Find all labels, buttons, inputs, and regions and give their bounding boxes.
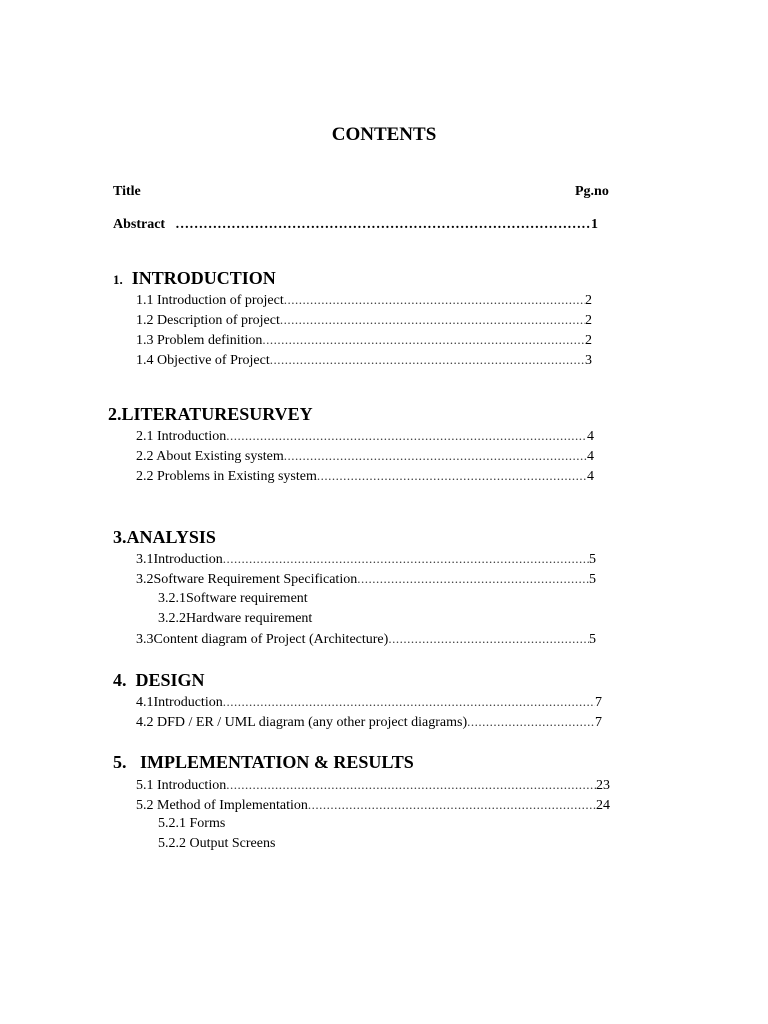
section-heading-3: 3.ANALYSIS (113, 527, 216, 547)
toc-entry-page: 2 (585, 333, 592, 348)
toc-entry (136, 714, 602, 731)
toc-entry (136, 468, 594, 485)
dot-leader (467, 714, 595, 730)
toc-entry (136, 551, 596, 568)
toc-entry-label: 5.2 Method of Implementation (136, 798, 308, 813)
toc-entry (136, 694, 602, 711)
toc-entry (136, 631, 596, 648)
toc-entry-abstract (113, 217, 598, 233)
dot-leader (317, 468, 587, 484)
dot-leader (175, 217, 591, 233)
toc-entry (136, 777, 610, 794)
toc-entry-label: 2.2 About Existing system (136, 449, 284, 464)
toc-entry-label: 3.1Introduction (136, 552, 223, 567)
section-title: INTRODUCTION (131, 268, 276, 288)
toc-entry (136, 448, 594, 465)
dot-leader (270, 352, 585, 368)
dot-leader (284, 292, 585, 308)
column-header-title: Title (113, 184, 141, 199)
toc-entry-page: 5 (589, 552, 596, 567)
dot-leader (284, 448, 587, 464)
toc-entry (136, 797, 610, 814)
toc-entry-page: 5 (589, 632, 596, 647)
toc-entry-label: 3.2Software Requirement Specification (136, 572, 358, 587)
toc-entry-label: 5.1 Introduction (136, 778, 227, 793)
dot-leader (388, 631, 589, 647)
toc-entry-page: 4 (587, 449, 594, 464)
section-heading-4: 4. DESIGN (113, 670, 205, 690)
dot-leader (223, 694, 595, 710)
dot-leader (226, 777, 596, 793)
section-number: 1. (113, 272, 123, 287)
toc-entry (136, 571, 596, 588)
toc-entry-label: 2.2 Problems in Existing system (136, 469, 317, 484)
dot-leader (308, 797, 596, 813)
toc-entry-page: 2 (585, 313, 592, 328)
toc-entry-label: 3.3Content diagram of Project (Architecture) (136, 632, 389, 647)
toc-entry-label: 1.3 Problem definition (136, 333, 263, 348)
toc-entry-label: 2.1 Introduction (136, 429, 227, 444)
toc-entry (136, 352, 592, 369)
toc-entry-label: 1.2 Description of project (136, 313, 280, 328)
dot-leader (226, 428, 587, 444)
toc-entry-page: 7 (595, 715, 602, 730)
toc-entry-page: 2 (585, 293, 592, 308)
toc-entry (136, 428, 594, 445)
toc-entry-page: 3 (585, 353, 592, 368)
dot-leader (357, 571, 589, 587)
section-heading-5: 5. IMPLEMENTATION & RESULTS (113, 752, 414, 772)
toc-subentry: 3.2.2Hardware requirement (158, 611, 313, 626)
toc-entry-page: 23 (596, 778, 610, 793)
page-title: CONTENTS (331, 124, 437, 145)
column-header-page: Pg.no (575, 184, 609, 199)
toc-entry-label: 4.2 DFD / ER / UML diagram (any other project diagrams) (136, 715, 468, 730)
toc-entry (136, 332, 592, 349)
toc-entry-page: 4 (587, 429, 594, 444)
toc-entry-page: 7 (595, 695, 602, 710)
toc-entry-page: 4 (587, 469, 594, 484)
toc-entry-label: Abstract (113, 217, 166, 232)
dot-leader (280, 312, 585, 328)
toc-entry-page: 5 (589, 572, 596, 587)
toc-entry (136, 312, 592, 329)
toc-subentry: 5.2.1 Forms (158, 816, 226, 831)
toc-entry (136, 292, 592, 309)
dot-leader (262, 332, 585, 348)
toc-entry-page: 1 (591, 217, 598, 232)
toc-entry-page: 24 (596, 798, 610, 813)
section-heading-1 (113, 268, 276, 289)
toc-subentry: 5.2.2 Output Screens (158, 836, 276, 851)
toc-entry-label: 1.1 Introduction of project (136, 293, 284, 308)
section-heading-2: 2.LITERATURESURVEY (108, 404, 313, 424)
toc-entry-label: 4.1Introduction (136, 695, 223, 710)
dot-leader (223, 551, 589, 567)
toc-entry-label: 1.4 Objective of Project (136, 353, 270, 368)
toc-subentry: 3.2.1Software requirement (158, 591, 308, 606)
